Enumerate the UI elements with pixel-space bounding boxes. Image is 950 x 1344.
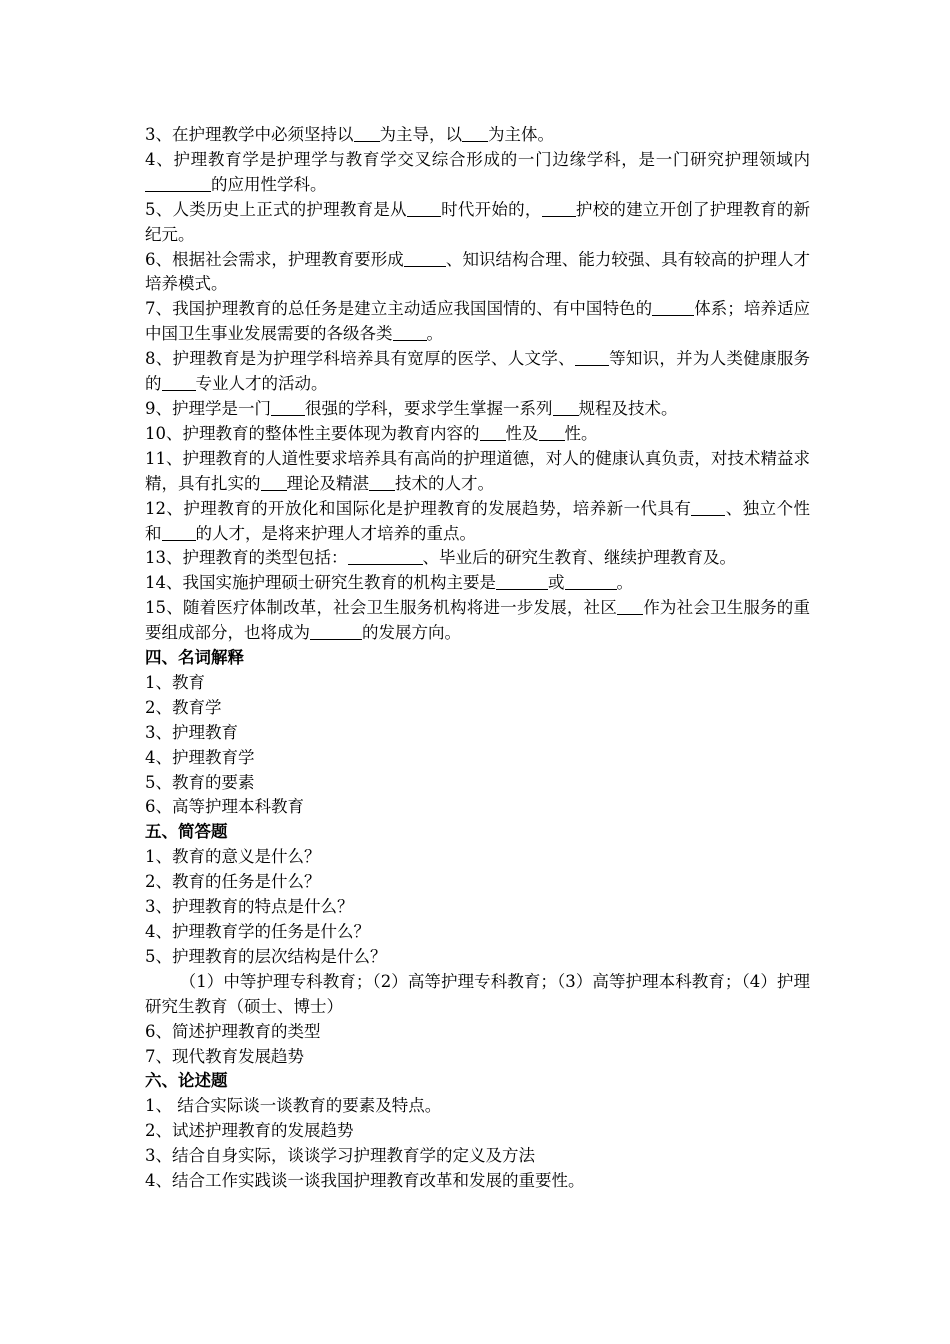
question-text: 、知识结构合理、能力较强、具有较高的护理人才培养模式。 xyxy=(145,249,811,294)
list-item: 4、护理教育学的任务是什么？ xyxy=(145,922,370,941)
question-8 xyxy=(145,347,810,397)
list-item: 6、简述护理教育的类型 xyxy=(145,1021,321,1041)
question-text: 8、护理教育是为护理学科培养具有宽厚的医学、人文学、 xyxy=(145,349,575,369)
question-text: 很强的学科，要求学生掌握一系列 xyxy=(305,398,553,418)
question-text: 13、护理教育的类型包括： xyxy=(145,548,348,568)
question-14 xyxy=(145,571,810,596)
question-text: 12、护理教育的开放化和国际化是护理教育的发展趋势，培养新一代具有 xyxy=(145,498,692,518)
list-item: 2、试述护理教育的发展趋势 xyxy=(145,1121,354,1141)
list-item: 7、现代教育发展趋势 xyxy=(145,1046,304,1066)
list-item: 1、 结合实际谈一谈教育的要素及特点。 xyxy=(145,1096,442,1116)
question-text: 理论及精湛 xyxy=(286,473,369,493)
question-text: 为主体。 xyxy=(488,125,554,144)
question-text: 11、护理教育的人道性要求培养具有高尚的护理道德，对人的健康认真负责，对技术精益求精，具有扎实的 xyxy=(145,448,810,493)
question-text: 7、我国护理教育的总任务是建立主动适应我国国情的、有中国特色的 xyxy=(145,299,653,319)
blank xyxy=(553,397,579,416)
blank xyxy=(565,571,617,590)
blank xyxy=(348,546,423,565)
question-text: 作为社会卫生服务的重要组成部分，也将成为 xyxy=(145,598,811,643)
question-text: 14、我国实施护理硕士研究生教育的机构主要是 xyxy=(145,573,496,593)
question-text: 性及 xyxy=(505,423,539,443)
question-text: 。 xyxy=(616,573,633,593)
blank xyxy=(407,198,441,217)
question-text: 性。 xyxy=(564,423,598,443)
blank xyxy=(354,123,380,142)
blank xyxy=(496,571,548,590)
question-7 xyxy=(145,297,810,347)
list-item: 1、教育的意义是什么？ xyxy=(145,847,321,867)
section-heading-short-answer: 五、简答题 xyxy=(145,822,228,842)
question-text: 的人才，是将来护理人才培养的重点。 xyxy=(195,523,476,543)
question-text: 5、人类历史上正式的护理教育是从 xyxy=(145,199,407,219)
question-10 xyxy=(145,422,810,447)
question-4 xyxy=(145,148,810,198)
blank xyxy=(539,422,565,441)
blank xyxy=(617,596,643,615)
list-item: 4、结合工作实践谈一谈我国护理教育改革和发展的重要性。 xyxy=(145,1171,585,1191)
blank xyxy=(393,322,427,341)
question-text: 等知识，并为人类健康服务的 xyxy=(145,349,811,394)
list-item: 3、护理教育的特点是什么？ xyxy=(145,897,354,917)
question-text: 技术的人才。 xyxy=(395,473,494,493)
blank xyxy=(404,248,446,267)
question-text: 的发展方向。 xyxy=(362,623,461,643)
section-heading-essay: 六、论述题 xyxy=(145,1071,228,1091)
list-item: 3、护理教育 xyxy=(145,722,238,742)
section-heading-terms: 四、名词解释 xyxy=(145,648,244,668)
list-item: 5、教育的要素 xyxy=(145,772,255,792)
question-text: 9、护理学是一门 xyxy=(145,398,271,418)
question-text: 时代开始的， xyxy=(440,199,542,219)
question-12 xyxy=(145,497,810,547)
list-item: 4、护理教育学 xyxy=(145,747,255,767)
blank xyxy=(369,472,395,491)
blank xyxy=(575,347,609,366)
blank xyxy=(691,497,725,516)
question-text: 、毕业后的研究生教育、继续护理教育及。 xyxy=(422,548,736,568)
list-item: 6、高等护理本科教育 xyxy=(145,797,304,817)
list-item: 3、结合自身实际，谈谈学习护理教育学的定义及方法 xyxy=(145,1146,535,1166)
question-text: 专业人才的活动。 xyxy=(195,374,328,394)
blank xyxy=(542,198,576,217)
question-text: 、独立个性和 xyxy=(145,498,811,543)
question-15 xyxy=(145,596,810,646)
question-text: 4、护理教育学是护理学与教育学交叉综合形成的一门边缘学科，是一门研究护理领域内 xyxy=(145,149,810,169)
question-6 xyxy=(145,248,810,298)
answer-text: （1）中等护理专科教育；（2）高等护理专科教育；（3）高等护理本科教育；（4）护理研究生教育（硕士、博士） xyxy=(145,971,810,1016)
question-3 xyxy=(145,123,810,148)
list-item: 2、教育学 xyxy=(145,697,222,717)
question-text: 6、根据社会需求，护理教育要形成 xyxy=(145,249,404,269)
blank xyxy=(162,522,196,541)
question-9 xyxy=(145,397,810,422)
question-text: 15、随着医疗体制改革，社会卫生服务机构将进一步发展，社区 xyxy=(145,598,618,618)
blank xyxy=(462,123,488,142)
blank xyxy=(162,372,196,391)
question-11 xyxy=(145,447,810,497)
list-item: 5、护理教育的层次结构是什么？ xyxy=(145,946,387,966)
blank xyxy=(145,173,211,192)
question-text: 护校的建立开创了护理教育的新纪元。 xyxy=(145,199,810,244)
question-5 xyxy=(145,198,810,248)
blank xyxy=(480,422,506,441)
blank xyxy=(271,397,305,416)
blank xyxy=(310,621,362,640)
question-text: 10、护理教育的整体性主要体现为教育内容的 xyxy=(145,423,480,443)
question-text: 或 xyxy=(548,573,565,593)
question-text: 体系；培养适应中国卫生事业发展需要的各级各类 xyxy=(145,299,811,344)
question-text: 3、在护理教学中必须坚持以 xyxy=(145,125,354,144)
blank xyxy=(261,472,287,491)
blank xyxy=(652,297,694,316)
question-text: 的应用性学科。 xyxy=(211,174,327,194)
question-text: 规程及技术。 xyxy=(578,398,678,418)
question-text: 为主导，以 xyxy=(379,125,462,144)
list-item: 2、教育的任务是什么？ xyxy=(145,872,321,892)
question-13 xyxy=(145,546,810,571)
question-text: 。 xyxy=(426,324,443,344)
list-item: 1、教育 xyxy=(145,672,205,692)
